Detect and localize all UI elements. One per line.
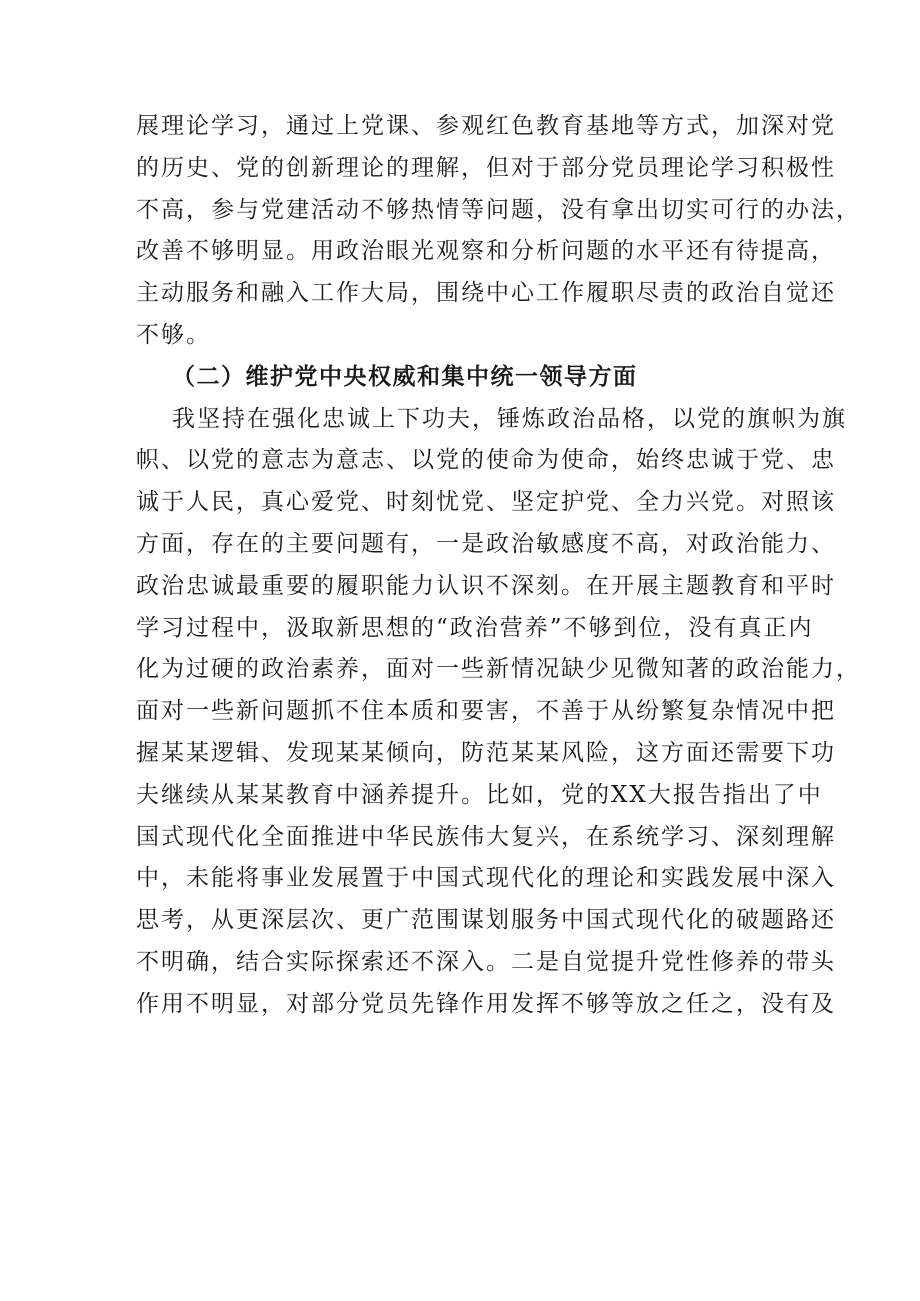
text-line: 中，未能将事业发展置于中国式现代化的理论和实践发展中深入: [136, 865, 836, 892]
paragraph-party-study: [136, 106, 861, 357]
text-line: 学习过程中，汲取新思想的“政治营养”不够到位，没有真正内: [136, 614, 814, 641]
text-line: 握某某逻辑、发现某某倾向，防范某某风险，这方面还需要下功: [136, 739, 836, 766]
paragraph-central-authority: [136, 399, 861, 1026]
text-line: 改善不够明显。用政治眼光观察和分析问题的水平还有待提高，: [136, 238, 836, 265]
text-line: 面对一些新问题抓不住本质和要害，不善于从纷繁复杂情况中把: [136, 698, 836, 725]
text-line: 政治忠诚最重要的履职能力认识不深刻。在开展主题教育和平时: [136, 572, 836, 599]
text-line: 的历史、党的创新理论的理解，但对于部分党员理论学习积极性: [136, 154, 836, 181]
text-line: 方面，存在的主要问题有，一是政治敏感度不高，对政治能力、: [136, 530, 836, 557]
section-heading: （二）维护党中央权威和集中统一领导方面: [172, 363, 638, 390]
text-line: 夫继续从某某教育中涵养提升。比如，党的XX大报告指出了中: [136, 781, 823, 808]
text-line: 不高，参与党建活动不够热情等问题，没有拿出切实可行的办法，: [136, 196, 861, 223]
text-line: 展理论学习，通过上党课、参观红色教育基地等方式，加深对党: [136, 113, 836, 139]
text-line: 主动服务和融入工作大局，围绕中心工作履职尽责的政治自觉还: [136, 280, 836, 307]
text-line: 化为过硬的政治素养，面对一些新情况缺少见微知著的政治能力，: [136, 656, 861, 683]
text-line: 帜、以党的意志为意志、以党的使命为使命，始终忠诚于党、忠: [136, 447, 836, 474]
text-line: 不明确，结合实际探索还不深入。二是自觉提升党性修养的带头: [136, 948, 836, 975]
text-line: 我坚持在强化忠诚上下功夫，锤炼政治品格，以党的旗帜为旗: [172, 405, 847, 432]
text-line: 不够。: [136, 321, 211, 348]
text-line: 作用不明显，对部分党员先锋作用发挥不够等放之任之，没有及: [136, 990, 836, 1017]
document-body: [136, 106, 861, 1026]
text-line: 诚于人民，真心爱党、时刻忧党、坚定护党、全力兴党。对照该: [136, 489, 836, 516]
text-line: 国式现代化全面推进中华民族伟大复兴，在系统学习、深刻理解: [136, 823, 836, 850]
text-line: 思考，从更深层次、更广范围谋划服务中国式现代化的破题路还: [136, 907, 836, 934]
